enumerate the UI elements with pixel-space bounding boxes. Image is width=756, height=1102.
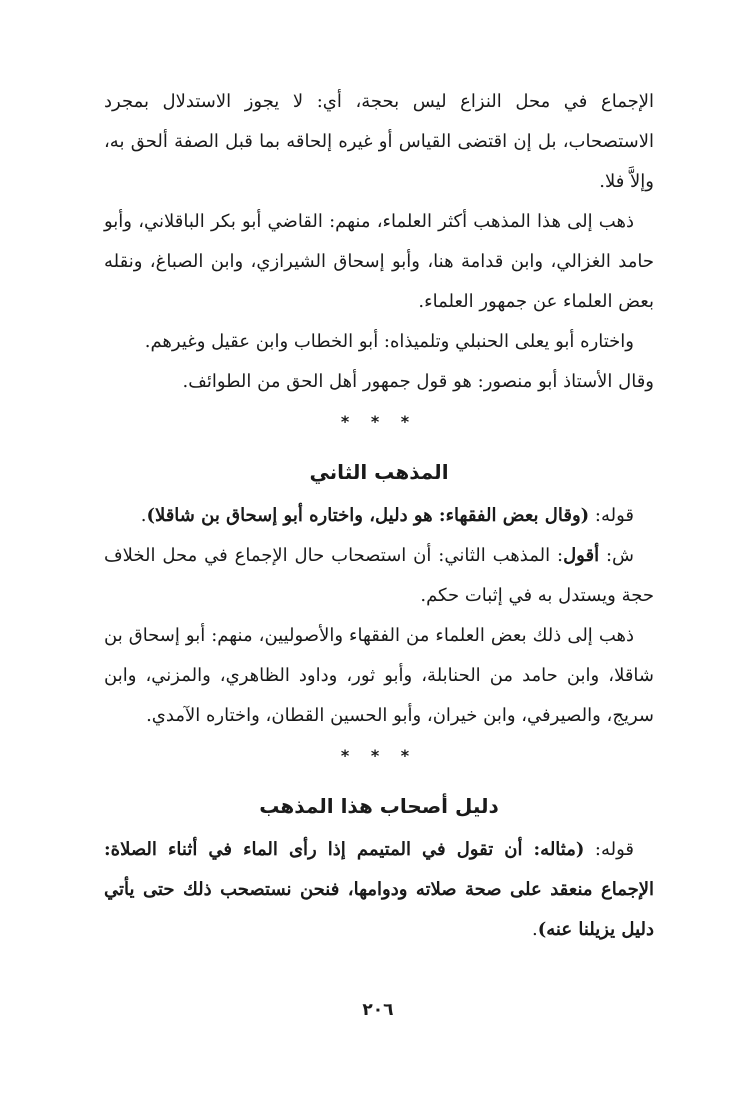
commentary-bold-word: أقول xyxy=(563,545,600,566)
section-separator: * * * xyxy=(340,746,418,765)
paragraph-first-school-scholars: ذهب إلى هذا المذهب أكثر العلماء، منهم: القاضي أبو بكر الباقلاني، وأبو حامد الغزالي، وابن قدامة هنا، وأبو إسحاق الشيرازي، وابن الصباغ، ونقله بعض العلماء عن جمهور العلماء. xyxy=(104,211,654,312)
paragraph-quote-some-jurists xyxy=(104,496,654,536)
paragraph-second-school-scholars: ذهب إلى ذلك بعض العلماء من الفقهاء والأصوليين، منهم: أبو إسحاق بن شاقلا، وابن حامد من الحنابلة، وأبو ثور، وداود الظاهري، والمزني، وابن سريج، والصيرفي، وابن خيران، وأبو الحسين القطان، واختاره الآمدي. xyxy=(104,625,654,726)
section-separator: * * * xyxy=(340,412,418,431)
page-number: ٢٠٦ xyxy=(362,1000,394,1020)
commentary-rest: : المذهب الثاني: أن استصحاب حال الإجماع في محل الخلاف حجة ويستدل به في إثبات حكم. xyxy=(104,545,654,606)
quote-prefix: قوله: xyxy=(589,505,634,526)
paragraph-example-tayammum xyxy=(104,830,654,950)
paragraph-consensus-not-proof: الإجماع في محل النزاع ليس بحجة، أي: لا يجوز الاستدلال بمجرد الاستصحاب، بل إن اقتضى القياس أو غيره إلحاقه بما قبل الصفة ألحق به، وإلاَّ فلا. xyxy=(104,91,654,192)
heading-second-school: المذهب الثاني xyxy=(309,460,449,484)
paragraph-abu-mansur-statement: وقال الأستاذ أبو منصور: هو قول جمهور أهل الحق من الطوائف. xyxy=(182,371,654,392)
quote-suffix: . xyxy=(140,505,147,526)
heading-evidence: دليل أصحاب هذا المذهب xyxy=(259,794,499,818)
paragraph-commentary-second-school xyxy=(104,536,654,616)
example-prefix: قوله: xyxy=(584,839,635,860)
example-suffix: . xyxy=(532,919,538,940)
commentary-prefix: ش: xyxy=(599,545,634,566)
quote-text: (وقال بعض الفقهاء: هو دليل، واختاره أبو إسحاق بن شاقلا) xyxy=(146,505,590,526)
paragraph-abu-yala-choice: واختاره أبو يعلى الحنبلي وتلميذاه: أبو الخطاب وابن عقيل وغيرهم. xyxy=(144,331,634,352)
page-content xyxy=(104,82,654,950)
example-quote: (مثاله: أن تقول في المتيمم إذا رأى الماء في أثناء الصلاة: الإجماع منعقد على صحة صلاته ودوامها، فنحن نستصحب ذلك حتى يأتي دليل يزيلنا عنه) xyxy=(104,839,654,940)
